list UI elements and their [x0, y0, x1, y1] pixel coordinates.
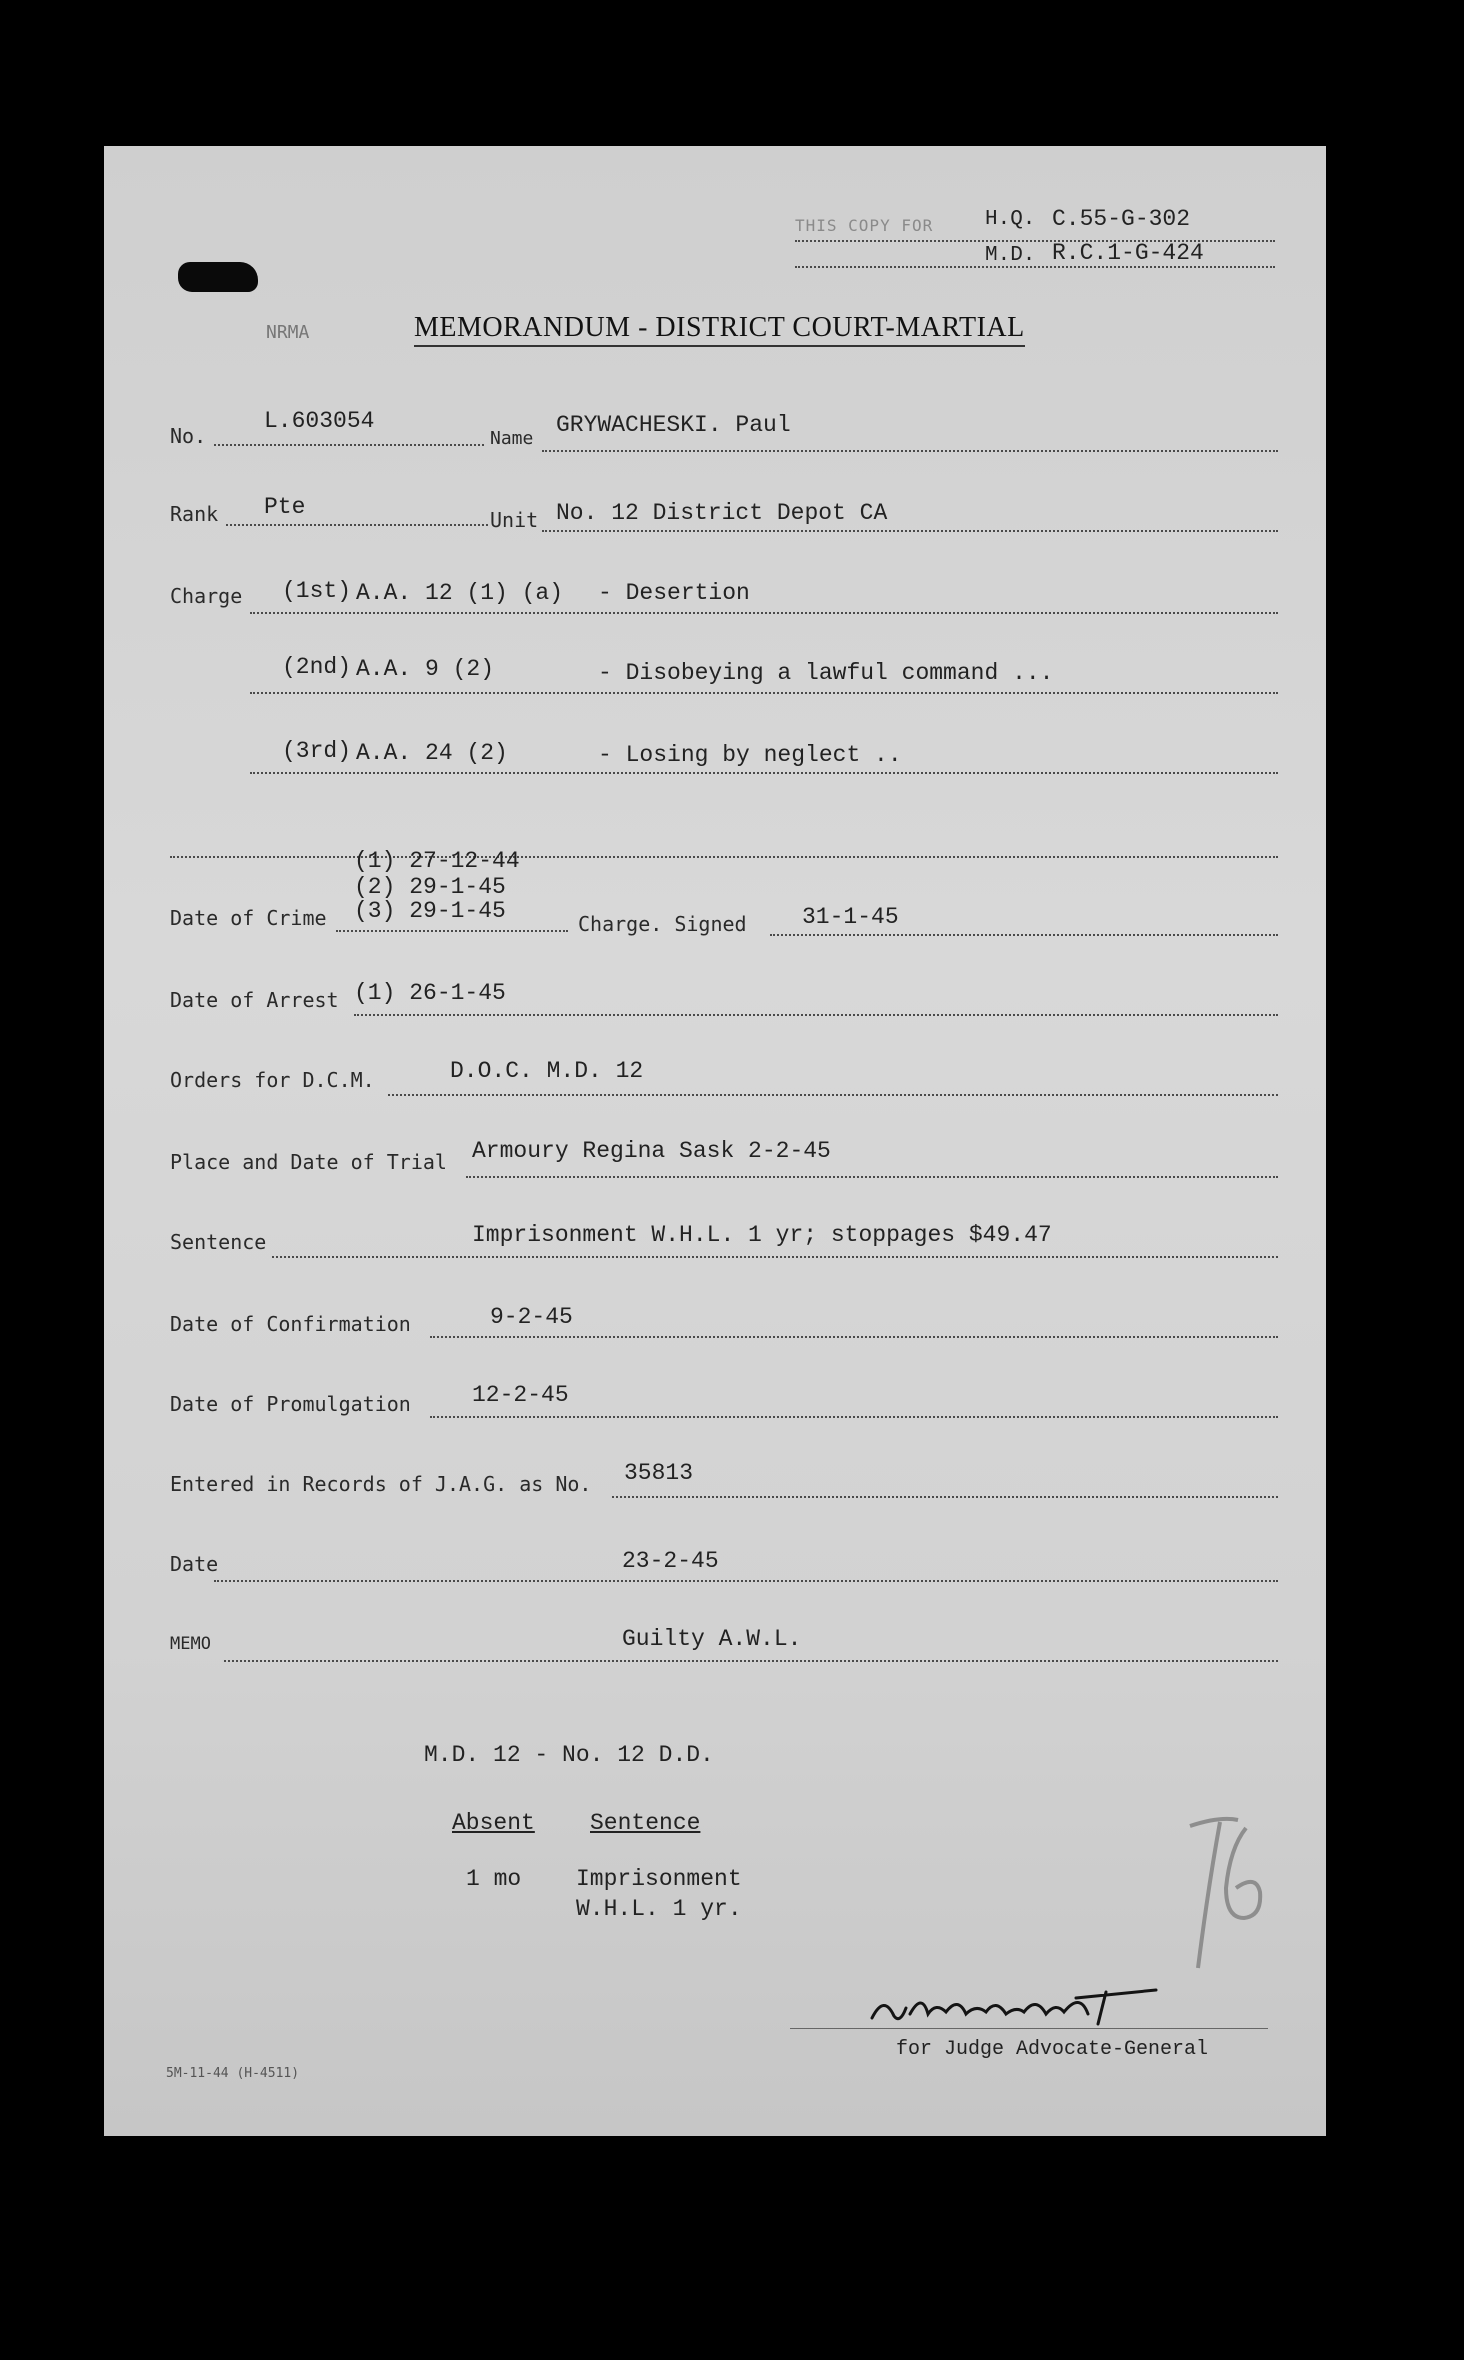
date-of-crime-label: Date of Crime: [170, 906, 327, 930]
date-value: 23-2-45: [622, 1548, 719, 1574]
charge-label: Charge: [170, 584, 243, 608]
confirmation-date: 9-2-45: [490, 1304, 573, 1330]
sentence-label: Sentence: [170, 1230, 267, 1254]
md-label: M.D.: [985, 244, 1036, 267]
date-of-arrest-value: (1) 26-1-45: [354, 980, 506, 1006]
charge-signed-label: Charge. Signed: [578, 912, 747, 936]
sentence-line-1: Imprisonment: [576, 1866, 742, 1892]
hq-file-number: C.55-G-302: [1052, 206, 1191, 232]
name-label: Name: [490, 428, 534, 449]
date-of-arrest-label: Date of Arrest: [170, 988, 339, 1012]
absent-header: Absent: [452, 1810, 535, 1836]
copy-prefix: THIS COPY FOR: [795, 216, 934, 235]
charge-2-article: A.A. 9 (2): [356, 656, 495, 682]
redaction-mark: [178, 262, 258, 292]
promulgation-date: 12-2-45: [472, 1382, 569, 1408]
crime-date-2: (2) 29-1-45: [354, 874, 506, 900]
page-title: MEMORANDUM - DISTRICT COURT-MARTIAL: [414, 312, 1025, 347]
charge-3-offence: - Losing by neglect ..: [598, 742, 902, 768]
sentence-line-2: W.H.L. 1 yr.: [576, 1896, 742, 1922]
charge-3-order: (3rd): [282, 738, 352, 764]
signature-caption: for Judge Advocate-General: [896, 2038, 1209, 2061]
district-line: M.D. 12 - No. 12 D.D.: [424, 1742, 714, 1768]
rank-value: Pte: [264, 494, 306, 520]
memo-label: MEMO: [170, 1634, 211, 1654]
crime-date-3: (3) 29-1-45: [354, 898, 506, 924]
promulgation-label: Date of Promulgation: [170, 1392, 411, 1416]
charge-signed-date: 31-1-45: [802, 904, 899, 930]
charge-2-order: (2nd): [282, 654, 352, 680]
place-of-trial-label: Place and Date of Trial: [170, 1150, 447, 1174]
crime-date-1: (1) 27-12-44: [354, 848, 520, 874]
handwritten-signature: [866, 1984, 1166, 2030]
date-label: Date: [170, 1552, 219, 1576]
hq-label: H.Q.: [985, 208, 1036, 231]
sentence-value: Imprisonment W.H.L. 1 yr; stoppages $49.47: [472, 1222, 1052, 1248]
charge-1-order: (1st): [282, 578, 352, 604]
jag-records-label: Entered in Records of J.A.G. as No.: [170, 1472, 592, 1496]
charge-1-offence: - Desertion: [598, 580, 750, 606]
form-number: 5M-11-44 (H-4511): [166, 2066, 300, 2081]
absent-value: 1 mo: [466, 1866, 522, 1892]
md-file-number: R.C.1-G-424: [1052, 240, 1204, 266]
service-number: L.603054: [264, 408, 375, 434]
confirmation-label: Date of Confirmation: [170, 1312, 411, 1336]
charge-3-article: A.A. 24 (2): [356, 740, 508, 766]
orders-label: Orders for D.C.M.: [170, 1068, 375, 1092]
charge-2-offence: - Disobeying a lawful command ...: [598, 660, 1054, 686]
no-label: No.: [170, 424, 207, 448]
soldier-name: GRYWACHESKI. Paul: [556, 412, 791, 438]
rank-label: Rank: [170, 502, 219, 526]
place-of-trial-value: Armoury Regina Sask 2-2-45: [472, 1138, 831, 1164]
category-stamp: NRMA: [266, 322, 310, 343]
unit-label: Unit: [490, 508, 539, 532]
memo-value: Guilty A.W.L.: [622, 1626, 802, 1652]
orders-value: D.O.C. M.D. 12: [450, 1058, 644, 1084]
unit-value: No. 12 District Depot CA: [556, 500, 888, 526]
charge-1-article: A.A. 12 (1) (a): [356, 580, 564, 606]
jag-record-number: 35813: [624, 1460, 694, 1486]
sentence-header: Sentence: [590, 1810, 701, 1836]
margin-note-handwriting: [1180, 1808, 1270, 1978]
